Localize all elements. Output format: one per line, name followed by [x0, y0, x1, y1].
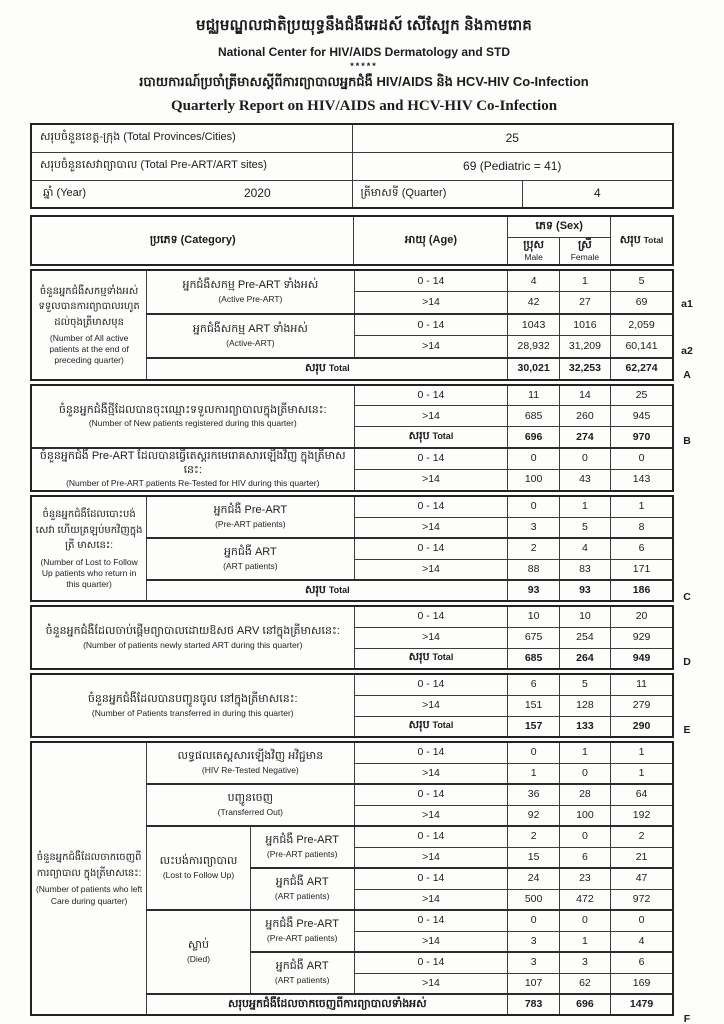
- age-cell: 0 - 14: [354, 826, 508, 847]
- section-d-total-label: សរុប Total: [354, 648, 508, 669]
- ltfu-art-label: អ្នកជំងឺ ART (ART patients): [250, 868, 354, 910]
- female-value: 254: [559, 627, 610, 648]
- female-value: 472: [559, 889, 610, 910]
- section-f-label: ចំនួនអ្នកជំងឺដែលចាកចេញពី ការព្យាបាល ក្នុងត្រីមាសនេះ: (Number of patients who left Care during quarter): [31, 742, 147, 1015]
- male-column-header: ប្រុស Male: [508, 237, 559, 265]
- grand-total: 970: [611, 427, 673, 448]
- female-value: 260: [559, 406, 610, 427]
- row-reference-F: F: [683, 1013, 691, 1024]
- section-left-care: [30, 741, 698, 1024]
- section-a-label: ចំនួនអ្នកជំងឺសកម្មទាំងអស់ ទទួលបានការព្យាបាលរហូត ដល់ចុងត្រីមាសមុន (Number of All active patients at the end of preceding quarter): [31, 270, 147, 380]
- total-value: 21: [611, 847, 673, 868]
- total-value: 1: [611, 763, 673, 784]
- art-patients-label: អ្នកជំងឺ ART (ART patients): [147, 538, 354, 580]
- female-value: 1: [559, 496, 610, 517]
- age-cell: 0 - 14: [354, 952, 508, 973]
- row-reference-A: A: [683, 368, 691, 381]
- grand-total: 290: [611, 716, 673, 737]
- female-value: 1016: [559, 314, 610, 336]
- total-value: 945: [611, 406, 673, 427]
- section-ltfu-return: [30, 495, 698, 602]
- male-value: 151: [508, 695, 559, 716]
- row-reference-C: C: [683, 591, 691, 603]
- total-value: 972: [611, 889, 673, 910]
- total-provinces-label: សរុបចំនួនខេត្ត-ក្រុង (Total Provinces/Cities): [31, 124, 352, 152]
- total-value: 143: [611, 469, 673, 491]
- male-value: 1043: [508, 314, 559, 336]
- female-column-header: ស្រី Female: [559, 237, 610, 265]
- age-cell: 0 - 14: [354, 606, 508, 627]
- died-group-label: ស្លាប់ (Died): [147, 910, 251, 994]
- total-value: 279: [611, 695, 673, 716]
- age-cell: >14: [354, 292, 508, 314]
- table-row: [31, 742, 673, 763]
- age-cell: 0 - 14: [354, 314, 508, 336]
- sex-column-header: ភេទ (Sex): [508, 216, 611, 237]
- total-value: 47: [611, 868, 673, 889]
- age-cell: 0 - 14: [354, 385, 508, 406]
- total-sites-value: 69 (Pediatric = 41): [352, 152, 673, 180]
- document-header: [30, 16, 698, 115]
- female-value: 31,209: [559, 336, 610, 358]
- total-value: 192: [611, 805, 673, 826]
- total-value: 0: [611, 448, 673, 470]
- section-f-table: [30, 741, 674, 1016]
- total-value: 929: [611, 627, 673, 648]
- main-table-header: [30, 215, 674, 266]
- active-preart-label: អ្នកជំងឺសកម្ម Pre-ART ទាំងអស់ (Active Pre-ART): [147, 270, 354, 314]
- total-value: 0: [611, 910, 673, 931]
- total-value: 1: [611, 496, 673, 517]
- table-row: [31, 496, 673, 517]
- total-provinces-value: 25: [352, 124, 673, 152]
- died-preart-label: អ្នកជំងឺ Pre-ART (Pre-ART patients): [250, 910, 354, 952]
- female-value: 10: [559, 606, 610, 627]
- female-total: 696: [559, 994, 610, 1015]
- male-value: 2: [508, 538, 559, 559]
- died-art-label: អ្នកជំងឺ ART (ART patients): [250, 952, 354, 994]
- female-value: 100: [559, 805, 610, 826]
- male-value: 24: [508, 868, 559, 889]
- male-value: 11: [508, 385, 559, 406]
- section-a-table: [30, 269, 674, 381]
- age-cell: >14: [354, 695, 508, 716]
- table-row: [31, 674, 673, 695]
- main-table-header-section: [30, 215, 698, 266]
- row-reference-B: B: [683, 434, 691, 447]
- total-value: 171: [611, 559, 673, 580]
- age-cell: >14: [354, 627, 508, 648]
- section-e-total-label: សរុប Total: [354, 716, 508, 737]
- total-value: 25: [611, 385, 673, 406]
- age-cell: >14: [354, 847, 508, 868]
- total-value: 4: [611, 931, 673, 952]
- male-value: 685: [508, 406, 559, 427]
- year-cell: [31, 180, 352, 208]
- report-title-khmer: របាយការណ៍ប្រចាំត្រីមាសស្តីពីការព្យាបាលអ្នកជំងឺ HIV/AIDS និង HCV-HIV Co-Infection: [139, 74, 589, 89]
- total-value: 5: [611, 270, 673, 292]
- star-separator: *****: [350, 61, 378, 71]
- total-value: 169: [611, 973, 673, 994]
- female-value: 5: [559, 517, 610, 538]
- male-value: 0: [508, 910, 559, 931]
- female-value: 4: [559, 538, 610, 559]
- male-total: 685: [508, 648, 559, 669]
- table-row: [31, 180, 673, 208]
- age-cell: >14: [354, 559, 508, 580]
- age-cell: >14: [354, 469, 508, 491]
- male-total: 93: [508, 580, 559, 601]
- female-value: 128: [559, 695, 610, 716]
- preart-patients-label: អ្នកជំងឺ Pre-ART (Pre-ART patients): [147, 496, 354, 538]
- grand-total: 949: [611, 648, 673, 669]
- age-cell: >14: [354, 406, 508, 427]
- table-row: [31, 152, 673, 180]
- org-name-khmer: មជ្ឈមណ្ឌលជាតិប្រយុទ្ធនឹងជំងឺអេដស៍ សើស្បែក និងកាមរោគ: [195, 17, 533, 34]
- row-reference-a1: a1: [681, 297, 693, 310]
- total-value: 20: [611, 606, 673, 627]
- age-cell: 0 - 14: [354, 868, 508, 889]
- total-value: 8: [611, 517, 673, 538]
- female-total: 264: [559, 648, 610, 669]
- section-active-patients: [30, 269, 698, 381]
- male-value: 3: [508, 517, 559, 538]
- male-value: 6: [508, 674, 559, 695]
- male-value: 675: [508, 627, 559, 648]
- age-cell: 0 - 14: [354, 742, 508, 763]
- age-cell: >14: [354, 889, 508, 910]
- year-value: 2020: [243, 186, 271, 201]
- table-row: [31, 270, 673, 292]
- female-value: 83: [559, 559, 610, 580]
- age-cell: >14: [354, 336, 508, 358]
- age-cell: >14: [354, 973, 508, 994]
- male-value: 0: [508, 742, 559, 763]
- age-cell: >14: [354, 763, 508, 784]
- section-d-label: ចំនួនអ្នកជំងឺដែលចាប់ផ្តើមព្យាបាលដោយឱសថ ARV នៅក្នុងត្រីមាសនេះ: (Number of patients newly started ART during this quarter): [31, 606, 354, 669]
- age-cell: 0 - 14: [354, 538, 508, 559]
- female-value: 0: [559, 763, 610, 784]
- female-value: 43: [559, 469, 610, 491]
- grand-total: 186: [611, 580, 673, 601]
- transferred-out-label: បញ្ជូនចេញ (Transferred Out): [147, 784, 354, 826]
- summary-info-table: [30, 123, 674, 209]
- total-column-header: សរុប Total: [611, 216, 673, 265]
- female-value: 1: [559, 742, 610, 763]
- quarter-value: 4: [522, 180, 673, 208]
- male-total: 157: [508, 716, 559, 737]
- male-value: 500: [508, 889, 559, 910]
- total-value: 1: [611, 742, 673, 763]
- female-value: 62: [559, 973, 610, 994]
- male-value: 42: [508, 292, 559, 314]
- female-value: 0: [559, 826, 610, 847]
- row-reference-a2: a2: [681, 344, 693, 357]
- category-column-header: ប្រភេទ (Category): [31, 216, 354, 265]
- age-cell: >14: [354, 517, 508, 538]
- male-value: 107: [508, 973, 559, 994]
- male-value: 92: [508, 805, 559, 826]
- male-value: 36: [508, 784, 559, 805]
- section-e-table: [30, 673, 674, 738]
- male-value: 10: [508, 606, 559, 627]
- male-value: 0: [508, 496, 559, 517]
- male-value: 4: [508, 270, 559, 292]
- female-value: 23: [559, 868, 610, 889]
- age-column-header: អាយុ (Age): [354, 216, 508, 265]
- age-cell: 0 - 14: [354, 496, 508, 517]
- male-value: 15: [508, 847, 559, 868]
- table-row: [31, 216, 673, 237]
- female-value: 1: [559, 270, 610, 292]
- section-retest-label: ចំនួនអ្នកជំងឺ Pre-ART ដែលបានធ្វើតេស្តរកមេរោគសារឡើងវិញ ក្នុងត្រីមាសនេះ: (Number of Pre-ART patients Re-Tested for HIV during this quarter): [31, 448, 354, 491]
- female-value: 27: [559, 292, 610, 314]
- male-value: 88: [508, 559, 559, 580]
- table-row: [31, 385, 673, 406]
- male-value: 3: [508, 952, 559, 973]
- quarter-label: ត្រីមាសទី (Quarter): [352, 180, 522, 208]
- male-value: 0: [508, 448, 559, 470]
- age-cell: >14: [354, 931, 508, 952]
- female-value: 6: [559, 847, 610, 868]
- section-c-table: [30, 495, 674, 602]
- section-a-total-label: សរុប Total: [147, 358, 508, 380]
- female-total: 93: [559, 580, 610, 601]
- section-b-total-label: សរុប Total: [354, 427, 508, 448]
- total-value: 11: [611, 674, 673, 695]
- age-cell: 0 - 14: [354, 270, 508, 292]
- section-c-total-label: សរុប Total: [147, 580, 508, 601]
- male-total: 30,021: [508, 358, 559, 380]
- active-art-label: អ្នកជំងឺសកម្ម ART ទាំងអស់ (Active-ART): [147, 314, 354, 358]
- section-f-total-label: សរុបអ្នកជំងឺដែលចាកចេញពីការព្យាបាលទាំងអស់: [147, 994, 508, 1015]
- grand-total: 62,274: [611, 358, 673, 380]
- section-d-table: [30, 605, 674, 670]
- row-reference-E: E: [683, 724, 691, 736]
- section-b-label: ចំនួនអ្នកជំងឺថ្មីដែលបានចុះឈ្មោះទទួលការព្យាបាលក្នុងត្រីមាសនេះ: (Number of New patients registered during this quarter): [31, 385, 354, 448]
- section-new-patients: [30, 384, 698, 492]
- female-value: 0: [559, 910, 610, 931]
- ltfu-preart-label: អ្នកជំងឺ Pre-ART (Pre-ART patients): [250, 826, 354, 868]
- male-value: 3: [508, 931, 559, 952]
- female-total: 32,253: [559, 358, 610, 380]
- total-value: 2: [611, 826, 673, 847]
- table-row: [31, 448, 673, 470]
- age-cell: 0 - 14: [354, 784, 508, 805]
- grand-total: 1479: [611, 994, 673, 1015]
- male-value: 1: [508, 763, 559, 784]
- retested-negative-label: លទ្ធផលតេស្តសារឡើងវិញ អវិជ្ជមាន (HIV Re-Tested Negative): [147, 742, 354, 784]
- male-value: 100: [508, 469, 559, 491]
- total-value: 60,141: [611, 336, 673, 358]
- age-cell: >14: [354, 805, 508, 826]
- male-total: 696: [508, 427, 559, 448]
- row-reference-D: D: [683, 656, 691, 668]
- age-cell: 0 - 14: [354, 448, 508, 470]
- total-value: 6: [611, 952, 673, 973]
- female-value: 5: [559, 674, 610, 695]
- female-value: 3: [559, 952, 610, 973]
- total-value: 6: [611, 538, 673, 559]
- age-cell: 0 - 14: [354, 910, 508, 931]
- total-value: 69: [611, 292, 673, 314]
- female-total: 133: [559, 716, 610, 737]
- female-value: 0: [559, 448, 610, 470]
- total-value: 2,059: [611, 314, 673, 336]
- ltfu-group-label: លះបង់ការព្យាបាល (Lost to Follow Up): [147, 826, 251, 910]
- org-name-english: National Center for HIV/AIDS Dermatology and STD: [217, 45, 511, 59]
- female-total: 274: [559, 427, 610, 448]
- report-title-english: Quarterly Report on HIV/AIDS and HCV-HIV Co-Infection: [170, 98, 558, 114]
- male-value: 2: [508, 826, 559, 847]
- male-total: 783: [508, 994, 559, 1015]
- total-value: 64: [611, 784, 673, 805]
- section-e-label: ចំនួនអ្នកជំងឺដែលបានបញ្ជូនចូល នៅក្នុងត្រីមាសនេះ: (Number of Patients transferred in during this quarter): [31, 674, 354, 737]
- year-label: ឆ្នាំ (Year): [43, 186, 87, 199]
- female-value: 28: [559, 784, 610, 805]
- total-sites-label: សរុបចំនួនសេវាព្យាបាល (Total Pre-ART/ART sites): [31, 152, 352, 180]
- table-row: [31, 606, 673, 627]
- male-value: 28,932: [508, 336, 559, 358]
- table-row: [31, 124, 673, 152]
- section-c-label: ចំនួនអ្នកជំងឺដែលបោះបង់ សេវា ហើយត្រឡប់មកវិញក្នុងត្រី មាសនេះ: (Number of Lost to Follow Up patients who return in this quarter): [31, 496, 147, 601]
- section-b-table: [30, 384, 674, 492]
- female-value: 1: [559, 931, 610, 952]
- female-value: 14: [559, 385, 610, 406]
- section-newly-started-art: [30, 605, 698, 670]
- age-cell: 0 - 14: [354, 674, 508, 695]
- section-transferred-in: [30, 673, 698, 738]
